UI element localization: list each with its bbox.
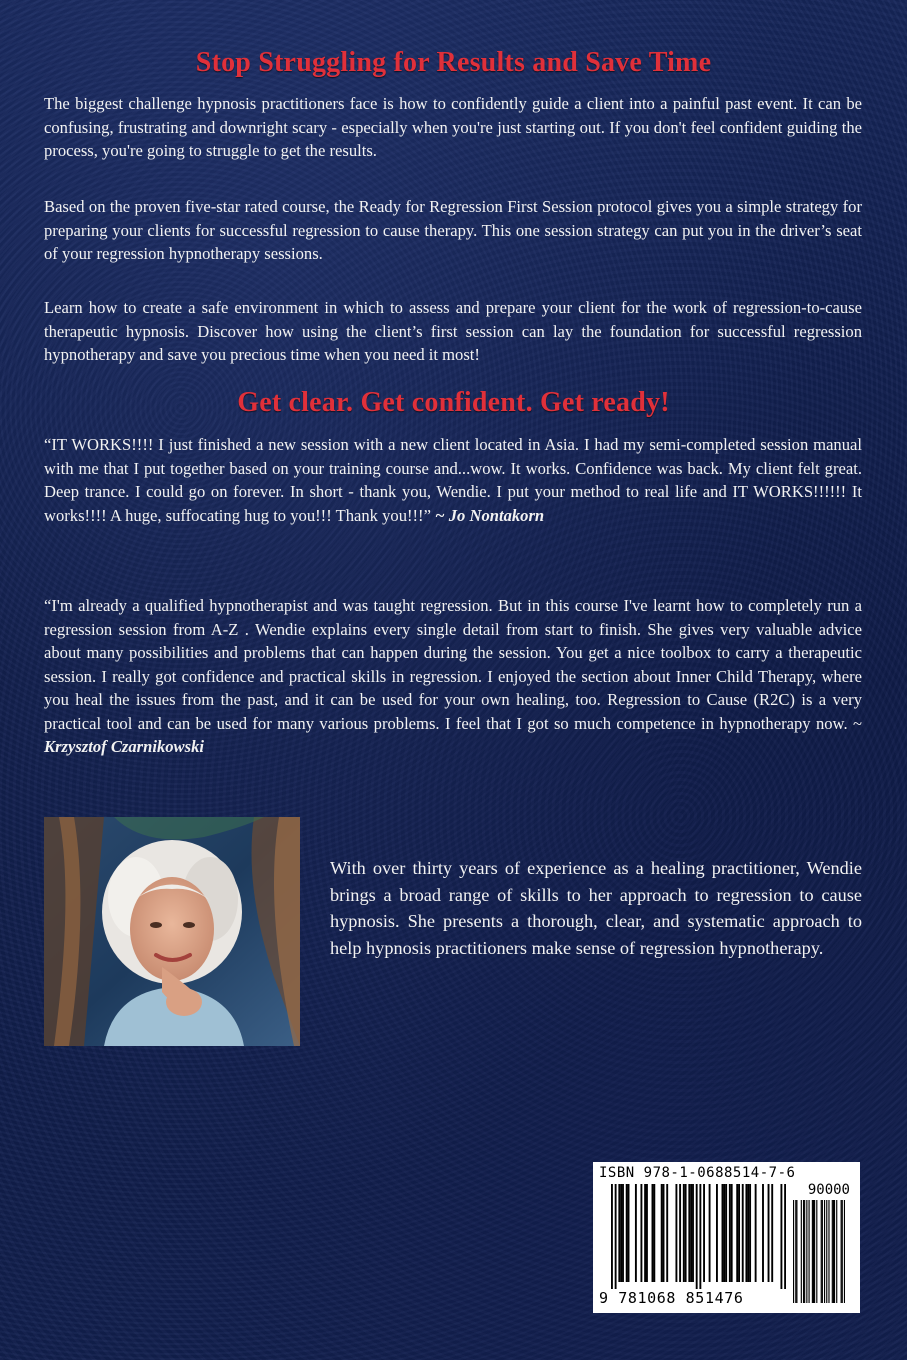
barcode-bar <box>688 1184 690 1282</box>
addon-bar <box>826 1200 827 1303</box>
isbn-barcode <box>593 1162 860 1313</box>
barcode-bar <box>611 1184 613 1289</box>
barcode-bar <box>622 1184 624 1282</box>
addon-bar <box>796 1200 797 1303</box>
barcode-bar <box>731 1184 733 1282</box>
testimonial-krzysztof <box>44 594 862 759</box>
barcode-bar <box>661 1184 663 1282</box>
addon-bar <box>833 1200 834 1303</box>
testimonial-author: Krzysztof Czarnikowski <box>44 737 204 756</box>
barcode-bar <box>628 1184 630 1282</box>
ean-digits: 9 781068 851476 <box>599 1289 744 1307</box>
addon-barcode-bars <box>793 1200 845 1303</box>
addon-bar <box>822 1200 823 1303</box>
addon-bar <box>814 1200 815 1303</box>
barcode-bar <box>722 1184 724 1282</box>
barcode-bar <box>653 1184 655 1282</box>
barcode-bar <box>690 1184 692 1282</box>
addon-bar <box>841 1200 842 1303</box>
barcode-bar <box>742 1184 744 1282</box>
intro-paragraph-challenge: The biggest challenge hypnosis practitioners face is how to confidently guide a client into a painful past event. It can be confusing, frustrating and downright scary - especially when you're just starting out. If you don't feel confident guiding the process, you're going to struggle to get the results. <box>44 94 862 160</box>
barcode-bar <box>675 1184 677 1282</box>
barcode-bar <box>646 1184 648 1282</box>
barcode-bar <box>626 1184 628 1282</box>
intro-paragraph-protocol: Based on the proven five-star rated course, the Ready for Regression First Session protocol gives you a simple strategy for preparing your clients for successful regression to cause therapy. This one session strategy can put you in the driver’s seat of your regression hypnotherapy sessions. <box>44 197 862 263</box>
testimonial-jo-nontakorn <box>44 433 862 527</box>
ean-barcode-bars <box>611 1184 786 1289</box>
barcode-bar <box>780 1184 782 1289</box>
addon-bar <box>844 1200 845 1303</box>
barcode-bar <box>768 1184 770 1282</box>
barcode-bar <box>709 1184 711 1282</box>
barcode-bar <box>747 1184 749 1282</box>
addon-bar <box>812 1200 813 1303</box>
addon-bar <box>828 1200 829 1303</box>
barcode-bar <box>618 1184 620 1282</box>
barcode-bar <box>640 1184 642 1282</box>
barcode-bar <box>644 1184 646 1282</box>
addon-bar <box>832 1200 833 1303</box>
addon-bar <box>801 1200 802 1303</box>
barcode-bar <box>716 1184 718 1282</box>
addon-bar <box>795 1200 796 1303</box>
barcode-bar <box>692 1184 694 1282</box>
barcode-bar <box>784 1184 786 1289</box>
addon-bar <box>834 1200 835 1303</box>
barcode-bar <box>663 1184 665 1282</box>
testimonial-quote: “I'm already a qualified hypnotherapist and was taught regression. But in this course I've learnt how to completely run a regression session from A-Z . Wendie explains every single detail from start to finish. She gives very valuable advice about many possibilities and problems that can happen during the session. You get a nice toolbox to carry a therapeutic session. I really got confidence and practical skills in regression. I enjoyed the section about Inner Child Therapy, where you heal the issues from the past, and it can be used for your own healing, too. Regression to Cause (R2C) is a very practical tool and can be used for many various problems. I feel that I got so much competence in hypnotherapy now. ~ <box>44 596 862 733</box>
heading-stop-struggling: Stop Struggling for Results and Save Time <box>195 47 712 78</box>
barcode-bar <box>771 1184 773 1282</box>
addon-bar <box>813 1200 814 1303</box>
heading-get-clear: Get clear. Get confident. Get ready! <box>237 387 670 418</box>
barcode-bar <box>666 1184 668 1282</box>
author-bio: With over thirty years of experience as a healing practitioner, Wendie brings a broad range of skills to her approach to regression to cause hypnosis. She presents a thorough, clear, and systematic approach to help hypnosis practitioners make sense of regression hypnotherapy. <box>330 858 862 958</box>
barcode-bar <box>749 1184 751 1282</box>
author-portrait-illustration <box>44 817 300 1046</box>
barcode-bar <box>699 1184 701 1289</box>
barcode-bar <box>729 1184 731 1282</box>
addon-bar <box>836 1200 837 1303</box>
barcode-bar <box>683 1184 685 1282</box>
testimonial-author: ~ Jo Nontakorn <box>435 505 545 525</box>
testimonial-quote: “IT WORKS!!!! I just finished a new session with a new client located in Asia. I had my semi-completed session manual with me that I put together based on your training course and...wow. It works. Confidence was back. My client felt great. Deep trance. I could go on forever. In short - thank you, Wendie. I put your method to real life and IT WORKS!!!!!! It works!!!! A huge, suffocating hug to you!!! Thank you!!!” <box>44 435 862 525</box>
addon-bar <box>842 1200 843 1303</box>
barcode-bar <box>723 1184 725 1282</box>
author-photo <box>44 817 300 1046</box>
barcode-bar <box>652 1184 654 1282</box>
addon-bar <box>803 1200 804 1303</box>
barcode-bar <box>725 1184 727 1282</box>
addon-bar <box>793 1200 794 1303</box>
intro-paragraph-environment: Learn how to create a safe environment in which to assess and prepare your client for the work of regression-to-cause therapeutic hypnosis. Discover how using the client’s first session can lay the foundation for successful regression hypnotherapy and save you precious time when you need it most! <box>44 298 862 364</box>
addon-bar <box>824 1200 825 1303</box>
isbn-text: ISBN 978-1-0688514-7-6 <box>599 1165 796 1181</box>
barcode-bar <box>738 1184 740 1282</box>
barcode-bar <box>696 1184 698 1289</box>
addon-bar <box>808 1200 809 1303</box>
barcode-bar <box>755 1184 757 1282</box>
barcode-bar <box>703 1184 705 1282</box>
addon-bar <box>806 1200 807 1303</box>
barcode-bar <box>685 1184 687 1282</box>
barcode-bar <box>615 1184 617 1289</box>
addon-bar <box>816 1200 817 1303</box>
barcode-bar <box>745 1184 747 1282</box>
barcode-bar <box>762 1184 764 1282</box>
addon-bar <box>821 1200 822 1303</box>
price-code: 90000 <box>807 1182 850 1198</box>
barcode-bar <box>679 1184 681 1282</box>
barcode-bar <box>620 1184 622 1282</box>
barcode-bar <box>635 1184 637 1282</box>
barcode-bar <box>736 1184 738 1282</box>
addon-bar <box>804 1200 805 1303</box>
